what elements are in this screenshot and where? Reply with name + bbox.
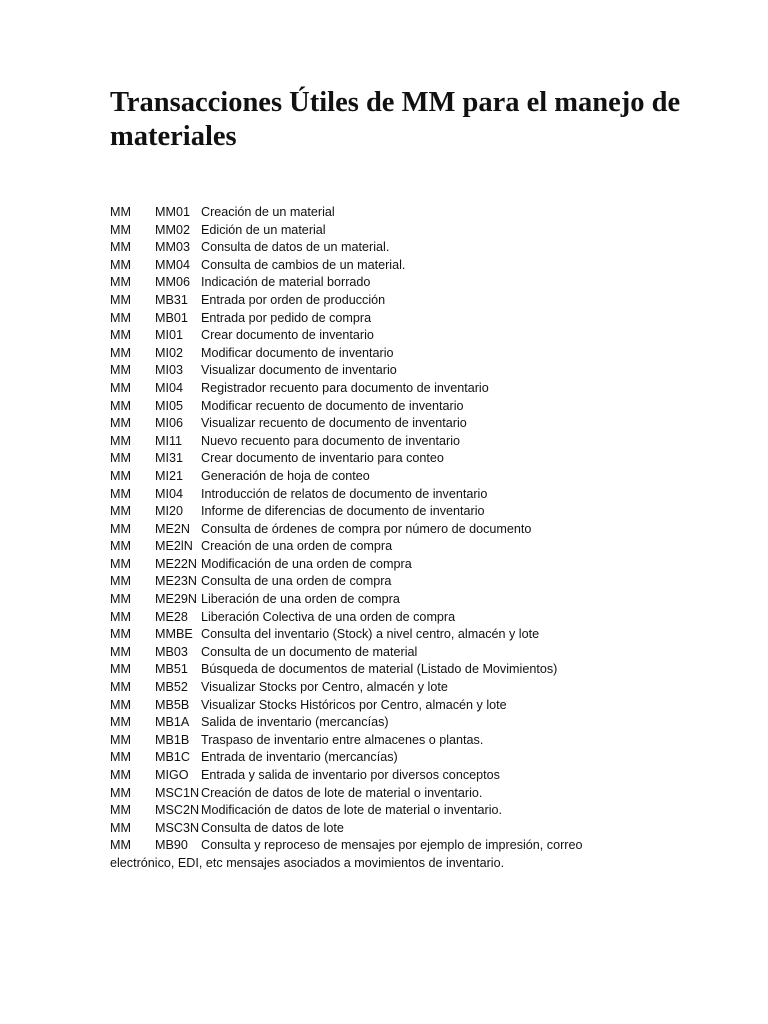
transaction-row [110,521,730,539]
transaction-module: MM [110,803,131,818]
transaction-code: MM01 [155,205,190,219]
transaction-module: MM [110,292,131,307]
transaction-description: Visualizar Stocks Históricos por Centro, almacén y lote [201,697,507,712]
transaction-code: MM03 [155,240,190,255]
transaction-row [110,785,730,803]
transaction-description: Nuevo recuento para documento de inventario [201,433,461,448]
transaction-description: Modificación de una orden de compra [201,556,412,571]
transaction-row [110,239,730,257]
transaction-row [110,398,730,416]
transaction-code: MI31 [155,451,183,466]
transaction-row [110,661,730,679]
transaction-code: MI20 [155,504,183,519]
transaction-description: Informe de diferencias de documento de inventario [201,504,485,519]
transaction-description: Consulta de un documento de material [201,644,418,659]
transaction-code: MIGO [155,768,189,782]
transaction-module: MM [110,205,131,219]
transaction-row [110,415,730,433]
transaction-description: Liberación Colectiva de una orden de compra [201,609,456,624]
transaction-row [110,222,730,240]
transaction-description: Entrada por pedido de compra [201,310,372,325]
transaction-row [110,556,730,574]
transaction-code: MI05 [155,398,183,413]
transaction-code: MI11 [155,433,183,448]
transaction-row [110,538,730,556]
transaction-module: MM [110,715,131,730]
transaction-description: Consulta de una orden de compra [201,574,392,589]
transaction-row [110,503,730,521]
transaction-row [110,820,730,838]
transaction-row [110,310,730,328]
transaction-row [110,644,730,662]
transaction-code: MSC1N [155,785,200,800]
transaction-code: MI03 [155,363,183,378]
transaction-description: Búsqueda de documentos de material (Listado de Movimientos) [201,662,558,677]
transaction-code: ME22N [155,556,197,571]
transaction-code: MI06 [155,416,183,431]
transaction-code: MB31 [155,292,188,307]
transaction-row [110,802,730,820]
transaction-module: MM [110,257,131,272]
transaction-module: MM [110,820,131,835]
transaction-description: Liberación de una orden de compra [201,592,400,607]
transaction-description: Consulta de órdenes de compra por número de documento [201,521,532,536]
transaction-description: Salida de inventario (mercancías) [201,715,389,730]
transaction-row [110,204,730,222]
transaction-row [110,433,730,451]
transaction-module: MM [110,768,131,782]
transaction-code: MB03 [155,644,188,659]
transaction-code: MI21 [155,468,183,483]
transaction-description: Entrada por orden de producción [201,292,386,307]
transaction-code: MI04 [155,380,183,395]
transaction-list [110,204,730,873]
transaction-description: Introducción de relatos de documento de inventario [201,486,488,501]
transaction-code: ME2N [155,521,190,536]
transaction-module: MM [110,398,131,413]
transaction-code: ME29N [155,592,197,607]
document-title: Transacciones Útiles de MM para el manejo de materiales [110,87,681,152]
transaction-description: Traspaso de inventario entre almacenes o plantas. [201,732,484,747]
transaction-module: MM [110,627,131,642]
transaction-module: MM [110,451,131,466]
transaction-description: Crear documento de inventario [201,328,374,343]
transaction-module: MM [110,433,131,448]
transaction-module: MM [110,310,131,325]
transaction-description: Edición de un material [201,222,326,237]
transaction-module: MM [110,644,131,659]
transaction-code: MSC2N [155,803,200,818]
transaction-description: Visualizar Stocks por Centro, almacén y lote [201,680,448,695]
transaction-description: Consulta de datos de un material. [201,240,390,255]
transaction-module: MM [110,539,131,554]
transaction-module: MM [110,240,131,255]
transaction-row [110,292,730,310]
transaction-row [110,468,730,486]
transaction-row [110,450,730,468]
transaction-code: MI01 [155,328,183,343]
transaction-code: MB1C [155,750,190,765]
transaction-code: MB90 [155,838,188,853]
transaction-module: MM [110,504,131,519]
transaction-module: MM [110,697,131,712]
transaction-description: Consulta de cambios de un material. [201,257,406,272]
transaction-description: Visualizar recuento de documento de inventario [201,416,467,431]
transaction-row [110,362,730,380]
transaction-module: MM [110,838,131,853]
transaction-module: MM [110,363,131,378]
transaction-row [110,749,730,767]
transaction-code: MB1A [155,715,190,730]
transaction-row [110,679,730,697]
transaction-code: MI04 [155,486,183,501]
transaction-row [110,714,730,732]
transaction-code: MB5B [155,697,190,712]
transaction-row [110,591,730,609]
transaction-row [110,486,730,504]
transaction-code: ME2lN [155,539,193,554]
transaction-module: MM [110,574,131,589]
transaction-row [110,837,730,855]
transaction-code: MB01 [155,310,188,325]
transaction-row [110,573,730,591]
transaction-description: Consulta y reproceso de mensajes por ejemplo de impresión, correo [201,838,583,853]
transaction-description: Crear documento de inventario para conteo [201,451,444,466]
transaction-code: MB52 [155,680,188,695]
transaction-description: Entrada y salida de inventario por diversos conceptos [201,768,500,782]
transaction-row [110,345,730,363]
transaction-row [110,327,730,345]
transaction-module: MM [110,486,131,501]
transaction-row [110,257,730,275]
transaction-description: Generación de hoja de conteo [201,468,370,483]
transaction-row [110,767,730,785]
transaction-description: Indicación de material borrado [201,275,371,290]
transaction-module: MM [110,785,131,800]
transaction-description: Visualizar documento de inventario [201,363,397,378]
transaction-code: MB1B [155,732,190,747]
transaction-description: Consulta del inventario (Stock) a nivel centro, almacén y lote [201,627,540,642]
transaction-module: MM [110,380,131,395]
transaction-module: MM [110,680,131,695]
transaction-description: Registrador recuento para documento de inventario [201,380,489,395]
transaction-module: MM [110,732,131,747]
transaction-module: MM [110,275,131,290]
transaction-module: MM [110,416,131,431]
transaction-module: MM [110,609,131,624]
transaction-description: Creación de datos de lote de material o inventario. [201,785,483,800]
transaction-row [110,274,730,292]
transaction-description: Modificación de datos de lote de material o inventario. [201,803,503,818]
transaction-row [110,609,730,627]
transaction-code: MM02 [155,222,190,237]
transaction-code: MSC3N [155,820,200,835]
transaction-code: MB51 [155,662,188,677]
transaction-module: MM [110,750,131,765]
transaction-code: ME23N [155,574,197,589]
transaction-module: MM [110,592,131,607]
transaction-row [110,380,730,398]
transaction-description: Entrada de inventario (mercancías) [201,750,398,765]
transaction-module: MM [110,328,131,343]
transaction-row [110,732,730,750]
transaction-code: MI02 [155,345,183,360]
transaction-code: MMBE [155,627,193,642]
transaction-module: MM [110,521,131,536]
transaction-module: MM [110,662,131,677]
transaction-description: Creación de un material [201,205,335,219]
transaction-code: MM04 [155,257,190,272]
transaction-module: MM [110,222,131,237]
transaction-description: Modificar recuento de documento de inventario [201,398,464,413]
transaction-description: Creación de una orden de compra [201,539,393,554]
transaction-code: ME28 [155,609,188,624]
transaction-module: MM [110,556,131,571]
transaction-continuation: electrónico, EDI, etc mensajes asociados a movimientos de inventario. [110,855,505,870]
transaction-code: MM06 [155,275,190,290]
transaction-row [110,697,730,715]
transaction-module: MM [110,468,131,483]
transaction-description: Modificar documento de inventario [201,345,394,360]
transaction-description: Consulta de datos de lote [201,820,344,835]
transaction-module: MM [110,345,131,360]
transaction-row [110,626,730,644]
